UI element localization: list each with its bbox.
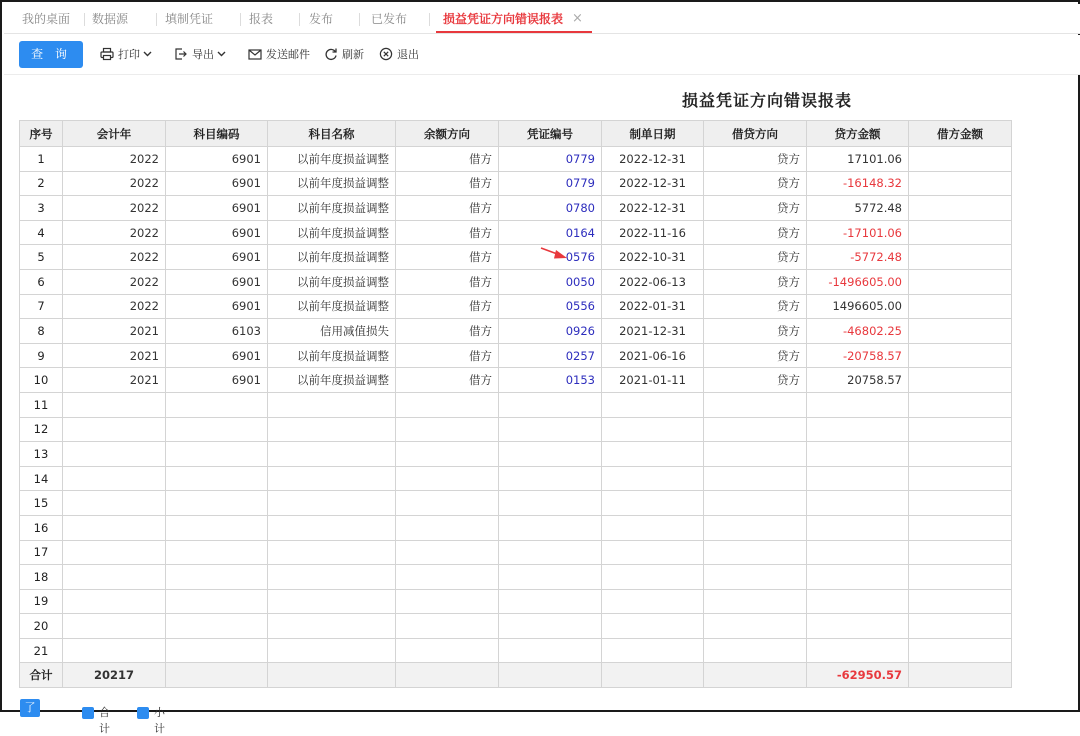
row-debit-amount [909,171,1012,196]
row-voucher-link[interactable]: 0556 [499,294,602,319]
table-cell [602,540,704,565]
row-dc-direction: 贷方 [704,319,807,344]
table-cell [166,417,268,442]
row-account-code: 6901 [166,343,268,368]
table-cell [396,638,499,663]
table-cell [499,417,602,442]
table-row[interactable] [20,319,1012,344]
table-cell [396,589,499,614]
total-checkbox-label: 合计 [99,706,110,735]
row-index: 8 [20,319,63,344]
table-cell [268,614,396,639]
row-credit-amount: 5772.48 [807,196,909,221]
row-year: 2022 [63,294,166,319]
row-balance-direction: 借方 [396,269,499,294]
row-voucher-link[interactable]: 0153 [499,368,602,393]
row-account-code: 6901 [166,245,268,270]
print-label: 打印 [118,48,140,61]
table-cell [807,614,909,639]
row-index: 10 [20,368,63,393]
row-year: 2021 [63,343,166,368]
table-row-empty[interactable] [20,540,1012,565]
table-cell [396,442,499,467]
row-dc-direction: 贷方 [704,220,807,245]
row-account-code: 6901 [166,147,268,172]
row-date: 2022-10-31 [602,245,704,270]
report-table [19,120,1012,688]
table-cell [909,565,1012,590]
row-balance-direction: 借方 [396,343,499,368]
tab-divider [156,13,157,26]
row-dc-direction: 贷方 [704,269,807,294]
table-cell [909,589,1012,614]
row-date: 2022-12-31 [602,196,704,221]
table-cell [63,442,166,467]
query-button[interactable]: 查 询 [19,41,83,68]
row-voucher-link[interactable]: 0779 [499,171,602,196]
table-cell [268,515,396,540]
row-debit-amount [909,368,1012,393]
row-debit-amount [909,245,1012,270]
row-dc-direction: 贷方 [704,368,807,393]
row-account-name: 以前年度损益调整 [268,171,396,196]
table-cell [602,442,704,467]
table-row-empty[interactable] [20,392,1012,417]
table-cell [602,589,704,614]
table-cell [499,638,602,663]
table-row-empty[interactable] [20,565,1012,590]
table-cell [807,442,909,467]
table-cell [909,442,1012,467]
table-cell [166,442,268,467]
table-cell [63,466,166,491]
table-cell [909,663,1012,688]
row-account-code: 6901 [166,294,268,319]
table-cell [602,638,704,663]
row-voucher-link[interactable]: 0257 [499,343,602,368]
total-label: 合计 [20,663,63,688]
table-cell [704,491,807,516]
table-cell [268,417,396,442]
report-title: 损益凭证方向错误报表 [681,91,852,110]
table-cell [268,442,396,467]
table-cell [268,565,396,590]
col-header-debit-amount[interactable]: 借方金额 [909,121,1012,147]
row-account-name: 以前年度损益调整 [268,220,396,245]
refresh-label: 刷新 [342,48,364,61]
row-date: 2022-12-31 [602,147,704,172]
row-index: 3 [20,196,63,221]
row-debit-amount [909,196,1012,221]
row-dc-direction: 贷方 [704,147,807,172]
table-row-empty[interactable] [20,589,1012,614]
tab-data-source[interactable]: 数据源 [92,12,129,26]
refresh-icon [324,47,338,61]
table-cell [396,540,499,565]
report-body [20,147,1012,688]
row-year: 2022 [63,220,166,245]
table-cell [268,589,396,614]
table-cell [807,565,909,590]
table-cell [602,417,704,442]
table-cell [63,565,166,590]
table-cell [704,663,807,688]
table-cell [499,663,602,688]
row-account-name: 以前年度损益调整 [268,245,396,270]
row-balance-direction: 借方 [396,220,499,245]
col-header-date[interactable]: 制单日期 [602,121,704,147]
row-year: 2022 [63,147,166,172]
table-cell [268,392,396,417]
subtotal-checkbox-label: 小计 [154,706,165,735]
table-cell [499,491,602,516]
row-index: 5 [20,245,63,270]
table-cell [909,515,1012,540]
row-account-code: 6901 [166,220,268,245]
table-cell [166,491,268,516]
table-cell [166,466,268,491]
total-year: 20217 [63,663,166,688]
row-debit-amount [909,147,1012,172]
row-index: 6 [20,269,63,294]
row-index: 2 [20,171,63,196]
table-row[interactable] [20,171,1012,196]
row-account-code: 6901 [166,368,268,393]
tab-publish[interactable]: 发布 [309,12,334,26]
table-cell [63,392,166,417]
table-row-empty[interactable] [20,442,1012,467]
table-cell [499,540,602,565]
table-cell [704,442,807,467]
row-debit-amount [909,220,1012,245]
row-index: 19 [20,589,63,614]
row-credit-amount: -1496605.00 [807,269,909,294]
row-account-name: 信用减值损失 [268,319,396,344]
row-account-code: 6103 [166,319,268,344]
row-debit-amount [909,294,1012,319]
col-header-voucher-no[interactable]: 凭证编号 [499,121,602,147]
table-row-empty[interactable] [20,515,1012,540]
table-header-row [20,121,1012,147]
table-cell [602,515,704,540]
row-debit-amount [909,269,1012,294]
row-balance-direction: 借方 [396,245,499,270]
table-cell [166,515,268,540]
table-cell [602,614,704,639]
exit-label: 退出 [397,48,419,61]
row-balance-direction: 借方 [396,294,499,319]
row-voucher-link[interactable]: 0780 [499,196,602,221]
table-cell [704,515,807,540]
table-cell [602,392,704,417]
table-cell [166,565,268,590]
table-cell [704,565,807,590]
table-cell [602,565,704,590]
row-year: 2021 [63,319,166,344]
row-index: 11 [20,392,63,417]
row-account-name: 以前年度损益调整 [268,368,396,393]
export-icon [174,47,188,61]
row-balance-direction: 借方 [396,368,499,393]
row-account-name: 以前年度损益调整 [268,196,396,221]
table-cell [807,417,909,442]
tab-my-desktop[interactable]: 我的桌面 [22,12,71,26]
table-cell [268,466,396,491]
table-row[interactable] [20,147,1012,172]
tab-fill-voucher[interactable]: 填制凭证 [165,12,214,26]
tab-reports[interactable]: 报表 [249,12,274,26]
row-index: 18 [20,565,63,590]
subtotal-checkbox[interactable] [137,707,149,719]
export-button[interactable] [174,35,226,73]
row-balance-direction: 借方 [396,171,499,196]
table-cell [909,417,1012,442]
table-cell [807,515,909,540]
table-cell [704,392,807,417]
total-checkbox[interactable] [82,707,94,719]
row-index: 7 [20,294,63,319]
row-voucher-link[interactable]: 0779 [499,147,602,172]
table-cell [396,466,499,491]
printer-icon [100,47,114,61]
row-date: 2022-12-31 [602,171,704,196]
table-cell [396,392,499,417]
chevron-down-icon [143,51,152,57]
table-cell [499,515,602,540]
table-cell [704,638,807,663]
row-balance-direction: 借方 [396,147,499,172]
total-row [20,663,1012,688]
send-email-label: 发送邮件 [266,48,310,61]
row-index: 14 [20,466,63,491]
table-cell [396,614,499,639]
row-voucher-link[interactable]: 0926 [499,319,602,344]
row-index: 20 [20,614,63,639]
exit-button[interactable] [379,35,419,73]
table-cell [268,638,396,663]
col-header-balance-direction[interactable]: 余额方向 [396,121,499,147]
row-credit-amount: 1496605.00 [807,294,909,319]
mail-icon [248,47,262,61]
table-cell [166,392,268,417]
row-index: 1 [20,147,63,172]
table-cell [807,466,909,491]
row-date: 2021-01-11 [602,368,704,393]
table-cell [63,515,166,540]
table-cell [909,491,1012,516]
col-header-year[interactable]: 会计年 [63,121,166,147]
row-year: 2021 [63,368,166,393]
tab-divider [359,13,360,26]
table-row-empty[interactable] [20,614,1012,639]
table-cell [396,491,499,516]
table-row[interactable] [20,269,1012,294]
toolbar [4,35,1080,75]
table-row-empty[interactable] [20,491,1012,516]
table-cell [807,540,909,565]
tab-close-icon[interactable]: × [572,11,583,26]
row-account-code: 6901 [166,269,268,294]
row-date: 2021-06-16 [602,343,704,368]
row-dc-direction: 贷方 [704,196,807,221]
table-cell [166,589,268,614]
table-row[interactable] [20,196,1012,221]
tab-bar [4,4,1080,34]
row-voucher-link[interactable]: 0576 [499,245,602,270]
row-index: 15 [20,491,63,516]
table-cell [909,392,1012,417]
row-dc-direction: 贷方 [704,171,807,196]
row-credit-amount: 17101.06 [807,147,909,172]
table-cell [63,491,166,516]
table-cell [807,392,909,417]
tab-divider [240,13,241,26]
chevron-down-icon [217,51,226,57]
red-arrow-annotation [540,246,570,262]
table-cell [807,589,909,614]
table-cell [909,466,1012,491]
row-account-name: 以前年度损益调整 [268,147,396,172]
col-header-dc-direction[interactable]: 借贷方向 [704,121,807,147]
table-cell [166,663,268,688]
col-header-account-name[interactable]: 科目名称 [268,121,396,147]
table-cell [396,515,499,540]
row-credit-amount: -17101.06 [807,220,909,245]
refresh-button[interactable] [324,35,364,73]
table-cell [166,540,268,565]
table-cell [166,638,268,663]
row-year: 2022 [63,245,166,270]
row-credit-amount: -46802.25 [807,319,909,344]
total-credit: -62950.57 [807,663,909,688]
table-cell [704,466,807,491]
table-cell [499,442,602,467]
table-cell [396,565,499,590]
table-row-empty[interactable] [20,466,1012,491]
row-credit-amount: 20758.57 [807,368,909,393]
active-tab-underline [436,31,592,33]
row-dc-direction: 贷方 [704,343,807,368]
tab-report-active[interactable]: 损益凭证方向错误报表 [443,12,564,26]
row-date: 2022-01-31 [602,294,704,319]
row-year: 2022 [63,171,166,196]
table-cell [499,614,602,639]
table-cell [499,392,602,417]
row-credit-amount: -20758.57 [807,343,909,368]
row-account-code: 6901 [166,171,268,196]
table-row-empty[interactable] [20,638,1012,663]
send-email-button[interactable] [248,35,310,73]
table-row[interactable] [20,220,1012,245]
table-cell [268,663,396,688]
table-cell [602,491,704,516]
table-cell [396,417,499,442]
table-cell [396,663,499,688]
row-voucher-link[interactable]: 0050 [499,269,602,294]
row-index: 9 [20,343,63,368]
table-cell [909,614,1012,639]
tab-published[interactable]: 已发布 [371,12,408,26]
row-voucher-link[interactable]: 0164 [499,220,602,245]
table-row[interactable] [20,245,1012,270]
table-cell [602,466,704,491]
row-account-name: 以前年度损益调整 [268,269,396,294]
table-cell [63,540,166,565]
row-account-name: 以前年度损益调整 [268,343,396,368]
table-cell [704,540,807,565]
table-cell [807,638,909,663]
table-row[interactable] [20,294,1012,319]
row-date: 2022-11-16 [602,220,704,245]
row-index: 4 [20,220,63,245]
print-button[interactable] [100,35,152,73]
table-cell [268,491,396,516]
row-dc-direction: 贷方 [704,294,807,319]
table-row[interactable] [20,368,1012,393]
table-cell [166,614,268,639]
table-cell [499,466,602,491]
close-circle-icon [379,47,393,61]
table-cell [63,417,166,442]
row-account-name: 以前年度损益调整 [268,294,396,319]
row-credit-amount: -16148.32 [807,171,909,196]
row-balance-direction: 借方 [396,319,499,344]
table-cell [268,540,396,565]
table-cell [909,638,1012,663]
row-index: 16 [20,515,63,540]
row-credit-amount: -5772.48 [807,245,909,270]
table-cell [63,614,166,639]
row-debit-amount [909,343,1012,368]
tab-divider [299,13,300,26]
table-cell [807,491,909,516]
row-date: 2022-06-13 [602,269,704,294]
table-row-empty[interactable] [20,417,1012,442]
col-header-account-code[interactable]: 科目编码 [166,121,268,147]
col-header-index[interactable]: 序号 [20,121,63,147]
row-debit-amount [909,319,1012,344]
table-cell [704,589,807,614]
table-cell [63,589,166,614]
row-index: 17 [20,540,63,565]
table-cell [602,663,704,688]
table-cell [499,565,602,590]
table-cell [704,614,807,639]
tab-divider [429,13,430,26]
row-index: 13 [20,442,63,467]
row-account-code: 6901 [166,196,268,221]
table-cell [63,638,166,663]
row-dc-direction: 贷方 [704,245,807,270]
table-cell [909,540,1012,565]
table-cell [704,417,807,442]
export-label: 导出 [192,48,214,61]
row-balance-direction: 借方 [396,196,499,221]
row-year: 2022 [63,269,166,294]
tab-divider [84,13,85,26]
row-index: 21 [20,638,63,663]
row-year: 2022 [63,196,166,221]
table-row[interactable] [20,343,1012,368]
col-header-credit-amount[interactable]: 贷方金额 [807,121,909,147]
table-cell [499,589,602,614]
row-index: 12 [20,417,63,442]
footer-badge-icon[interactable]: 了 [20,699,40,717]
row-date: 2021-12-31 [602,319,704,344]
